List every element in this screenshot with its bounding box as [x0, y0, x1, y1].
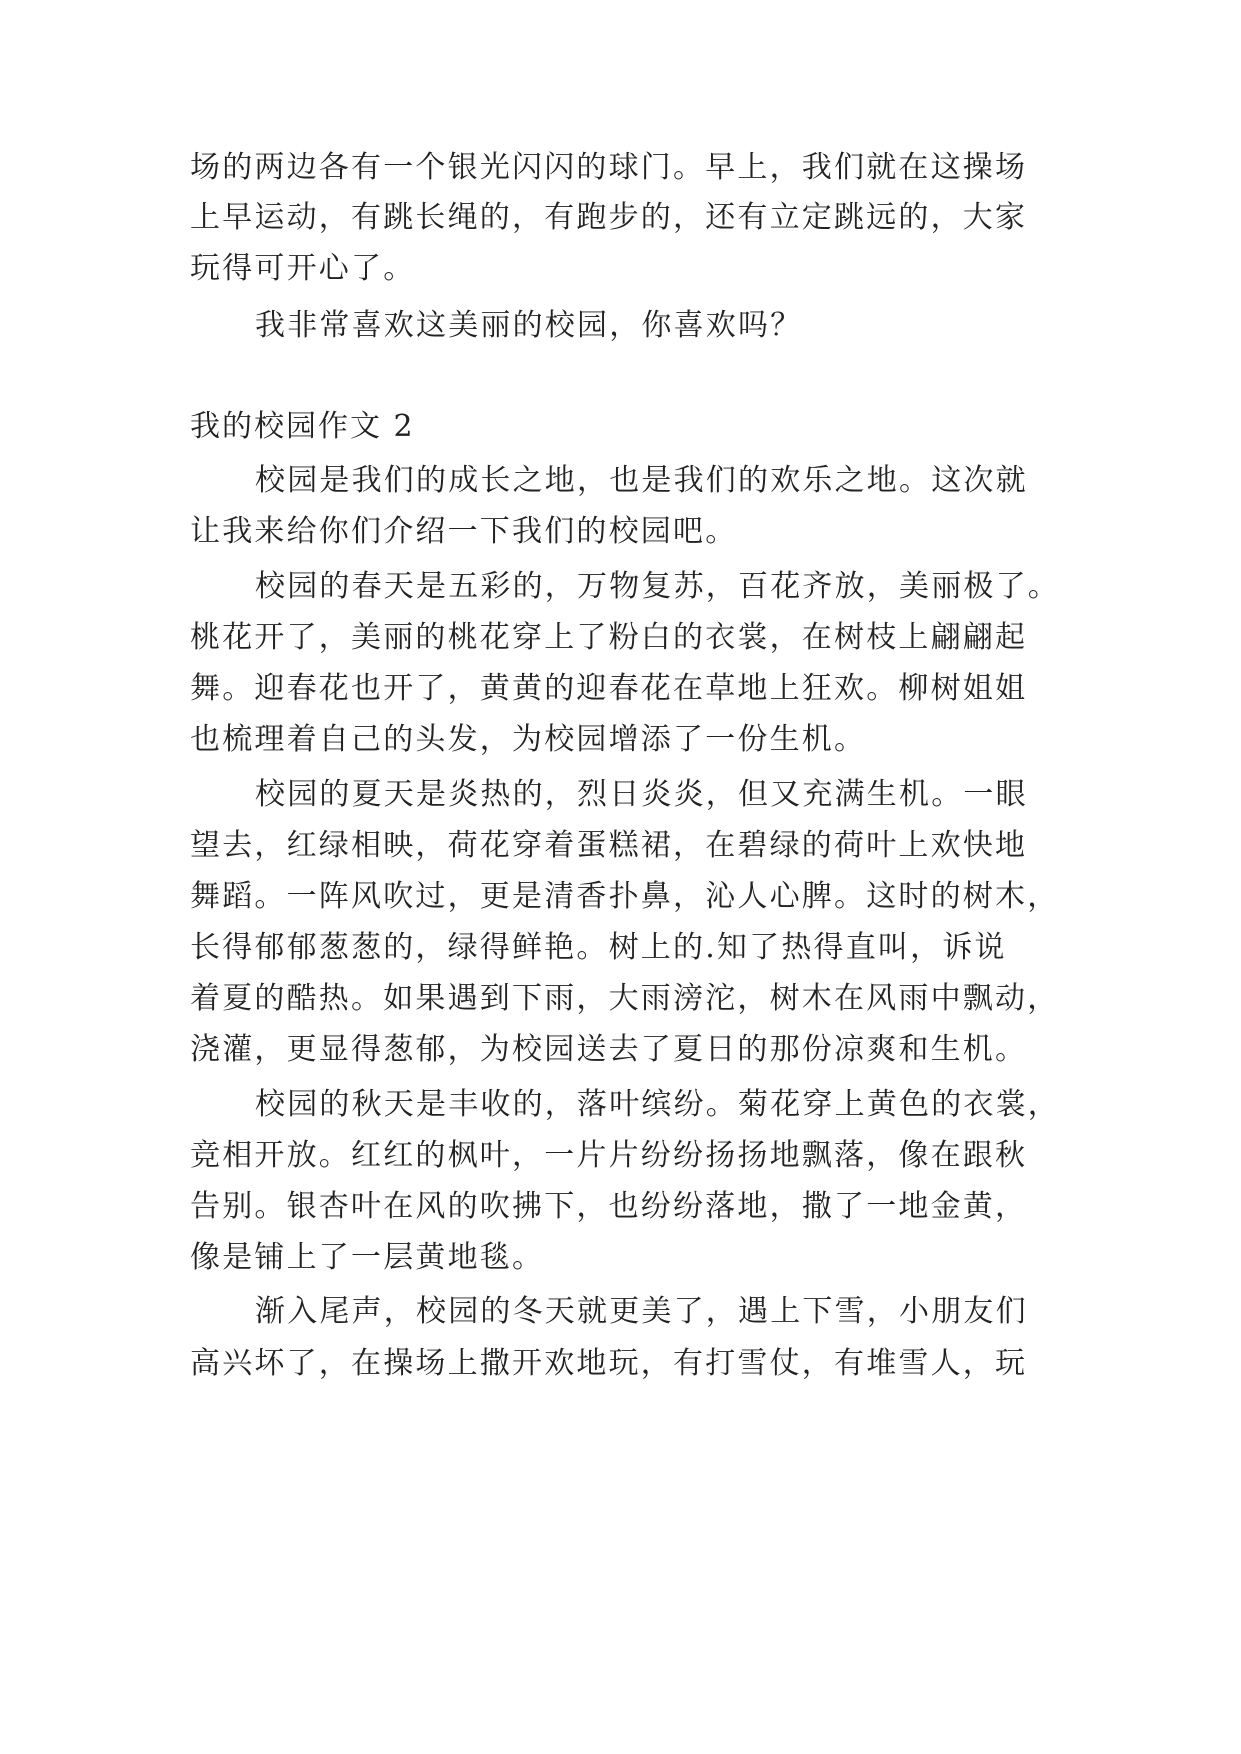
text-line: 校园的秋天是丰收的，落叶缤纷。菊花穿上黄色的衣裳， [255, 1087, 1060, 1122]
text-line: 舞蹈。一阵风吹过，更是清香扑鼻，沁人心脾。这时的树木， [190, 879, 1060, 914]
text-line: 上早运动，有跳长绳的，有跑步的，还有立定跳远的，大家 [190, 200, 1028, 235]
text-line: 场的两边各有一个银光闪闪的球门。早上，我们就在这操场 [190, 150, 1028, 185]
text-line: 舞。迎春花也开了，黄黄的迎春花在草地上狂欢。柳树姐姐 [190, 671, 1028, 706]
text-line: 长得郁郁葱葱的，绿得鲜艳。树上的.知了热得直叫，诉说 [190, 930, 1007, 965]
text-line: 也梳理着自己的头发，为校园增添了一份生机。 [190, 722, 867, 757]
text-line: 玩得可开心了。 [190, 251, 416, 286]
text-line: 校园是我们的成长之地，也是我们的欢乐之地。这次就 [255, 463, 1028, 498]
text-line: 我非常喜欢这美丽的校园，你喜欢吗？ [255, 308, 803, 343]
text-line: 桃花开了，美丽的桃花穿上了粉白的衣裳，在树枝上翩翩起 [190, 620, 1028, 655]
text-line: 像是铺上了一层黄地毯。 [190, 1240, 545, 1275]
text-line: 校园的夏天是炎热的，烈日炎炎，但又充满生机。一眼 [255, 777, 1028, 812]
text-line: 校园的春天是五彩的，万物复苏，百花齐放，美丽极了。 [255, 569, 1060, 604]
text-line: 让我来给你们介绍一下我们的校园吧。 [190, 514, 738, 549]
text-line: 着夏的酷热。如果遇到下雨，大雨滂沱，树木在风雨中飘动， [190, 981, 1060, 1016]
text-line: 高兴坏了，在操场上撒开欢地玩，有打雪仗，有堆雪人，玩 [190, 1346, 1028, 1381]
text-line: 浇灌，更显得葱郁，为校园送去了夏日的那份凉爽和生机。 [190, 1032, 1028, 1067]
text-line: 告别。银杏叶在风的吹拂下，也纷纷落地，撒了一地金黄， [190, 1189, 1028, 1224]
text-line: 竞相开放。红红的枫叶，一片片纷纷扬扬地飘落，像在跟秋 [190, 1138, 1028, 1173]
text-line: 渐入尾声，校园的冬天就更美了，遇上下雪，小朋友们 [255, 1294, 1028, 1329]
text-line: 望去，红绿相映，荷花穿着蛋糕裙，在碧绿的荷叶上欢快地 [190, 828, 1028, 863]
section-title: 我的校园作文 2 [190, 409, 415, 444]
